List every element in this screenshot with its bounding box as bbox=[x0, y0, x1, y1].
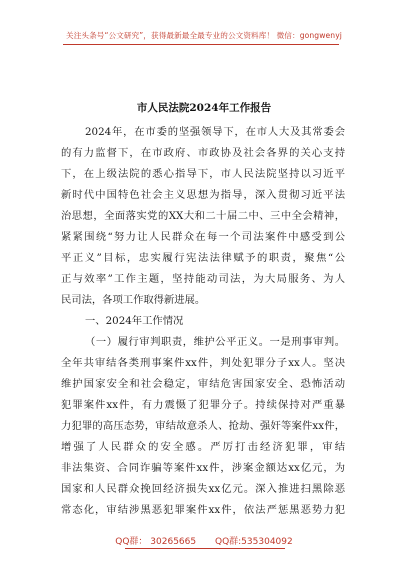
paragraph-line: 治思想，全面落实党的XX大和二十届二中、三中全会精神， bbox=[61, 210, 345, 222]
paragraph-line: 的有力监督下，在市政府、市政协及社会各界的关心支持 bbox=[61, 147, 345, 159]
document-body bbox=[61, 122, 345, 521]
paragraph-line: 力犯罪的高压态势，审结故意杀人、抢劫、强奸等案件xx件， bbox=[61, 420, 345, 432]
paragraph-line: 新时代中国特色社会主义思想为指导，深入贯彻习近平法 bbox=[61, 189, 345, 201]
paragraph-line: 增强了人民群众的安全感。严厉打击经济犯罪，审结 bbox=[61, 441, 345, 453]
footer-contact bbox=[0, 534, 408, 547]
paragraph-line: 犯罪案件xx件，有力震慑了犯罪分子。持续保持对严重暴 bbox=[61, 399, 345, 411]
section-heading: 一、2024年工作情况 bbox=[85, 315, 184, 327]
paragraph-line: 维护国家安全和社会稳定，审结危害国家安全、恐怖活动 bbox=[61, 378, 345, 390]
paragraph-line: 正与效率”工作主题，坚持能动司法，为大局服务、为人 bbox=[61, 273, 345, 285]
footer-qq: QQ群:535304092 bbox=[214, 537, 293, 547]
footer-qq-group: QQ群： 30265665 bbox=[115, 537, 197, 547]
paragraph-line: 国家和人民群众挽回经济损失xx亿元。深入推进扫黑除恶 bbox=[61, 483, 345, 495]
paragraph-line: 紧紧围绕“努力让人民群众在每一个司法案件中感受到公 bbox=[61, 231, 345, 243]
paragraph-line: 常态化，审结涉黑恶犯罪案件xx件，依法严惩黑恶势力犯 bbox=[61, 504, 345, 516]
header-divider bbox=[63, 44, 339, 45]
paragraph-line: 民司法，各项工作取得新进展。 bbox=[61, 294, 206, 306]
footer-divider bbox=[125, 548, 285, 549]
paragraph-line: 非法集资、合同诈骗等案件xx件，涉案金额达xx亿元，为 bbox=[61, 462, 345, 474]
header-banner: 关注头条号“公文研究”，获得最新最全最专业的公文资料库！ 微信：gongwenyj bbox=[66, 31, 342, 40]
paragraph-line: 下，在上级法院的悉心指导下，市人民法院坚持以习近平 bbox=[61, 168, 345, 180]
paragraph-line: 2024年，在市委的坚强领导下，在市人大及其常委会 bbox=[85, 126, 345, 138]
paragraph-line: 全年共审结各类刑事案件xx件，判处犯罪分子xx人。坚决 bbox=[61, 357, 345, 369]
paragraph-line: 平正义”目标，忠实履行宪法法律赋予的职责，聚焦“公 bbox=[61, 252, 345, 264]
document-title: 市人民法院2024年工作报告 bbox=[136, 102, 272, 114]
subsection-heading: （一）履行审判职责，维护公平正义。一是刑事审判。 bbox=[85, 336, 345, 348]
